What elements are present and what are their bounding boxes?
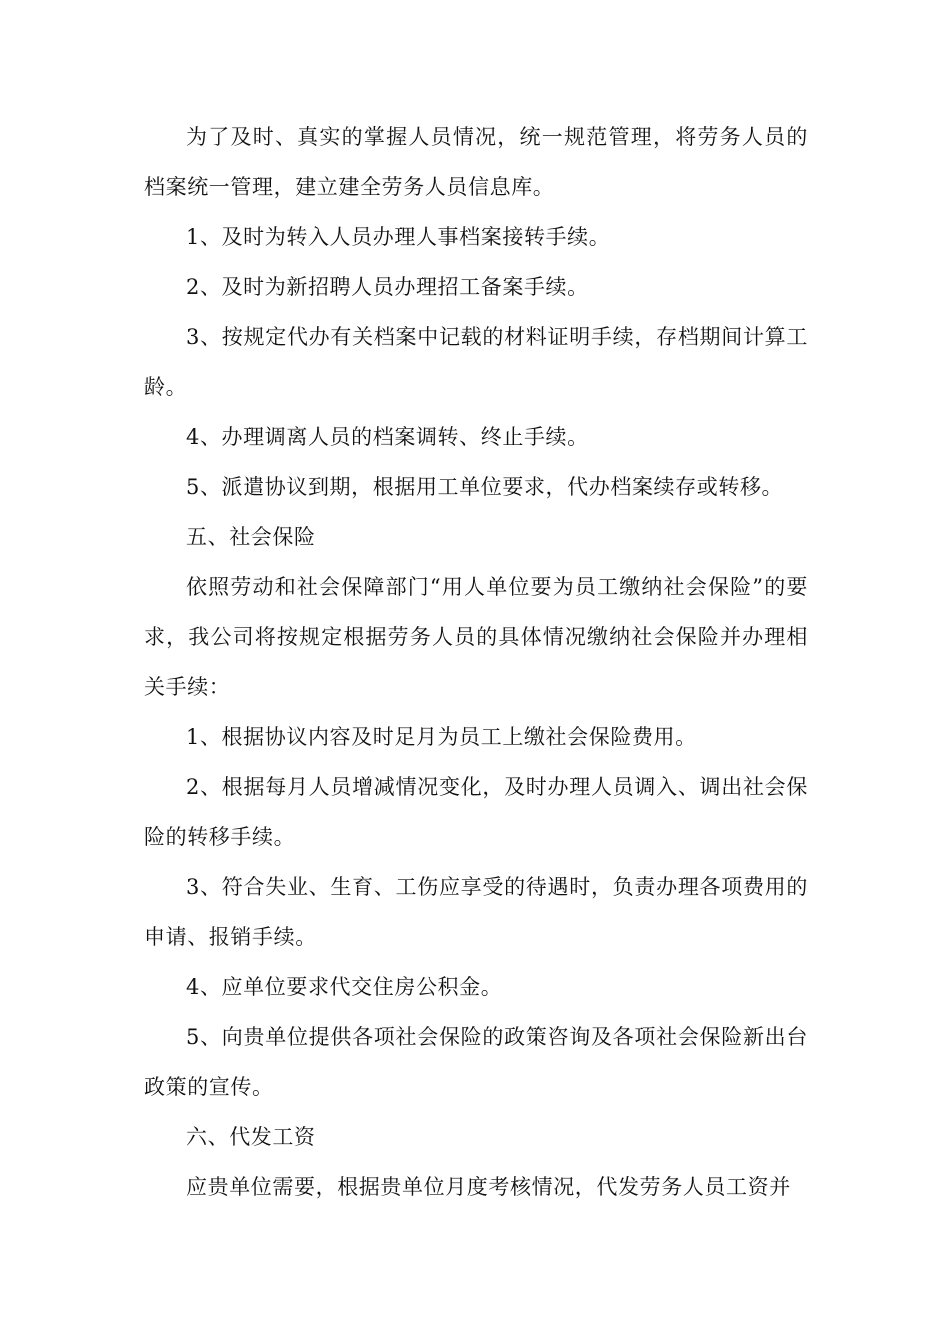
section-heading-payroll: 六、代发工资 (186, 1125, 316, 1149)
section-heading-social-insurance: 五、社会保险 (186, 525, 316, 549)
list-item-archives-3: 3、按规定代办有关档案中记载的材料证明手续，存档期间计算工龄。 (144, 325, 808, 399)
paragraph-intro-archives: 为了及时、真实的掌握人员情况，统一规范管理，将劳务人员的档案统一管理，建立建全劳务人员信息库。 (144, 125, 808, 199)
paragraph-intro-payroll: 应贵单位需要，根据贵单位月度考核情况，代发劳务人员工资并 (186, 1175, 791, 1199)
list-item-archives-5: 5、派遣协议到期，根据用工单位要求，代办档案续存或转移。 (186, 475, 784, 499)
list-item-insurance-5: 5、向贵单位提供各项社会保险的政策咨询及各项社会保险新出台政策的宣传。 (144, 1025, 808, 1099)
list-item-insurance-1: 1、根据协议内容及时足月为员工上缴社会保险费用。 (186, 725, 697, 749)
list-item-archives-4: 4、办理调离人员的档案调转、终止手续。 (186, 425, 589, 449)
list-item-archives-1: 1、及时为转入人员办理人事档案接转手续。 (186, 225, 611, 249)
list-item-insurance-3: 3、符合失业、生育、工伤应享受的待遇时，负责办理各项费用的申请、报销手续。 (144, 875, 808, 949)
paragraph-intro-social-insurance: 依照劳动和社会保障部门“用人单位要为员工缴纳社会保险”的要求，我公司将按规定根据劳务人员的具体情况缴纳社会保险并办理相关手续： (144, 575, 808, 699)
document-body (144, 112, 808, 1212)
list-item-insurance-2: 2、根据每月人员增减情况变化，及时办理人员调入、调出社会保险的转移手续。 (144, 775, 808, 849)
list-item-insurance-4: 4、应单位要求代交住房公积金。 (186, 975, 503, 999)
list-item-archives-2: 2、及时为新招聘人员办理招工备案手续。 (186, 275, 589, 299)
